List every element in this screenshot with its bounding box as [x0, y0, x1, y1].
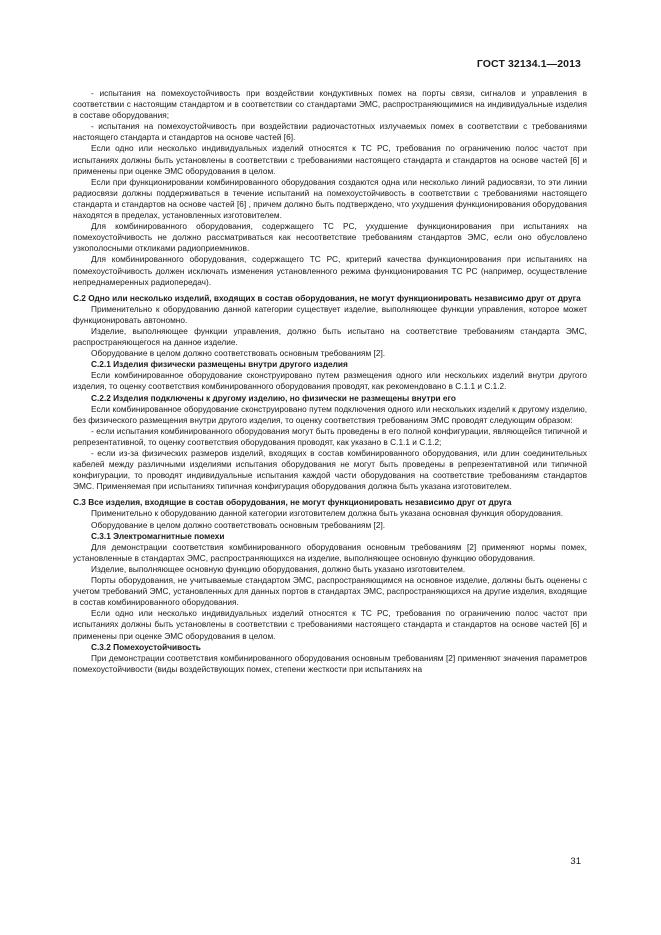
paragraph: Порты оборудования, не учитываемые стандартом ЭМС, распространяющимся на основное изделие, должны быть оценены с учетом требований ЭМС, установленных для данных портов в стандартах ЭМС, распространяющихся на другие изделия, входящие в состав комбинированного оборудования.	[73, 575, 587, 608]
paragraph: Применительно к оборудованию данной категории изготовителем должна быть указана основная функция оборудования.	[91, 508, 563, 519]
paragraph: Изделие, выполняющее основную функцию оборудования, должно быть указано изготовителем.	[91, 563, 466, 574]
paragraph: Если комбинированное оборудование сконструировано путем подключения одного или нескольких изделий к другому изделию, без физического размещения внутри другого изделия, то оценку соответствия требованиям ЭМС проводят следующим образом:	[73, 403, 587, 425]
section-heading: С.2 Одно или несколько изделий, входящих в состав оборудования, не могут функционировать независимо друг от друга	[73, 292, 581, 303]
page-body	[73, 88, 587, 675]
paragraph: Если одно или несколько индивидуальных изделий относятся к ТС РС, требования по ограничению полос частот при испытаниях должны быть установлены в соответствии с требованиями настоящего стандарта и стандартов на основе частей [6] и применены при оценке ЭМС оборудования в целом.	[73, 143, 587, 176]
paragraph: - если испытания комбинированного оборудования могут быть проведены в его полной конфигурации, являющейся типичной и репрезентативной, то оценку соответствия оборудования проводят, как указано в С.1.1 и С.1.2;	[73, 425, 587, 447]
paragraph: Если одно или несколько индивидуальных изделий относятся к ТС РС, требования по ограничению полос частот при испытаниях должны быть установлены в соответствии с требованиями настоящего стандарта и стандартов на основе частей [6] и применены при оценке ЭМС оборудования в целом.	[73, 608, 587, 641]
document-code: ГОСТ 32134.1—2013	[476, 58, 581, 70]
paragraph: Для комбинированного оборудования, содержащего ТС РС, ухудшение функционирования при испытаниях на помехоустойчивость не должно рассматриваться как несоответствие требованиям стандартов ЭМС, если оно обусловлено узкополосными откликами радиоприемников.	[73, 221, 587, 254]
paragraph: - испытания на помехоустойчивость при воздействии кондуктивных помех на порты связи, сигналов и управления в соответствии с настоящим стандартом и в соответствии со стандартами ЭМС, распространяющимися на индивидуальные изделия в составе оборудования;	[73, 88, 587, 121]
paragraph: Для демонстрации соответствия комбинированного оборудования основным требованиям [2] применяют нормы помех, установленные в стандартах ЭМС, распространяющихся на изделие, выполняющее основную функцию оборудования.	[73, 541, 587, 563]
paragraph: Если при функционировании комбинированного оборудования создаются одна или несколько линий радиосвязи, то эти линии радиосвязи должны поддерживаться в течение испытаний на помехоустойчивость в соответствии с требованиями настоящего стандарта и стандартов на основе частей [6] , причем должно быть подтверждено, что ухудшения функционирования оборудования находятся в пределах, установленных изготовителем.	[73, 176, 587, 221]
paragraph: Оборудование в целом должно соответствовать основным требованиям [2].	[91, 348, 386, 359]
paragraph: Оборудование в целом должно соответствовать основным требованиям [2].	[91, 519, 386, 530]
paragraph: - если из-за физических размеров изделий, входящих в состав комбинированного оборудования, или длин соединительных кабелей между различными изделиями испытания оборудования не могут быть проведены в репрезентативной или типичной конфигурации, то проводят индивидуальные испытания каждой части оборудования на соответствие требованиям стандартов ЭМС. Применяемая при испытаниях типичная конфигурация оборудования должна быть указана изготовителем.	[73, 448, 587, 492]
subsection-heading: С.3.2 Помехоустойчивость	[91, 641, 201, 652]
subsection-heading: С.2.2 Изделия подключены к другому изделию, но физически не размещены внутри его	[91, 392, 456, 403]
paragraph: При демонстрации соответствия комбинированного оборудования основным требованиям [2] применяют значения параметров помехоустойчивости (виды воздействующих помех, степени жесткости при испытаниях на	[73, 652, 587, 674]
section-heading: С.3 Все изделия, входящие в состав оборудования, не могут функционировать независимо друг от друга	[73, 497, 512, 508]
page-number: 31	[570, 856, 581, 867]
paragraph: Если комбинированное оборудование сконструировано путем размещения одного или нескольких изделий внутри другого изделия, то оценку соответствия комбинированного оборудования проводят, как рекомендовано в С.1.1 и С.1.2.	[73, 370, 587, 392]
subsection-heading: С.3.1 Электромагнитные помехи	[91, 530, 225, 541]
subsection-heading: С.2.1 Изделия физически размещены внутри другого изделия	[91, 359, 348, 370]
paragraph: Изделие, выполняющее функции управления, должно быть испытано на соответствие требованиям стандарта ЭМС, распространяющегося на данное изделие.	[73, 325, 587, 348]
paragraph: Применительно к оборудованию данной категории существует изделие, выполняющее функции управления, которое может функционировать автономно.	[73, 303, 587, 325]
paragraph: Для комбинированного оборудования, содержащего ТС РС, критерий качества функционирования при испытаниях на помехоустойчивость должен исключать изменения установленного режима функционирования ТС РС (например, осуществление непреднамеренных радиопередач).	[73, 254, 587, 287]
paragraph: - испытания на помехоустойчивость при воздействии радиочастотных излучаемых помех в соответствии с требованиями настоящего стандарта и стандартов на основе частей [6].	[73, 121, 587, 143]
